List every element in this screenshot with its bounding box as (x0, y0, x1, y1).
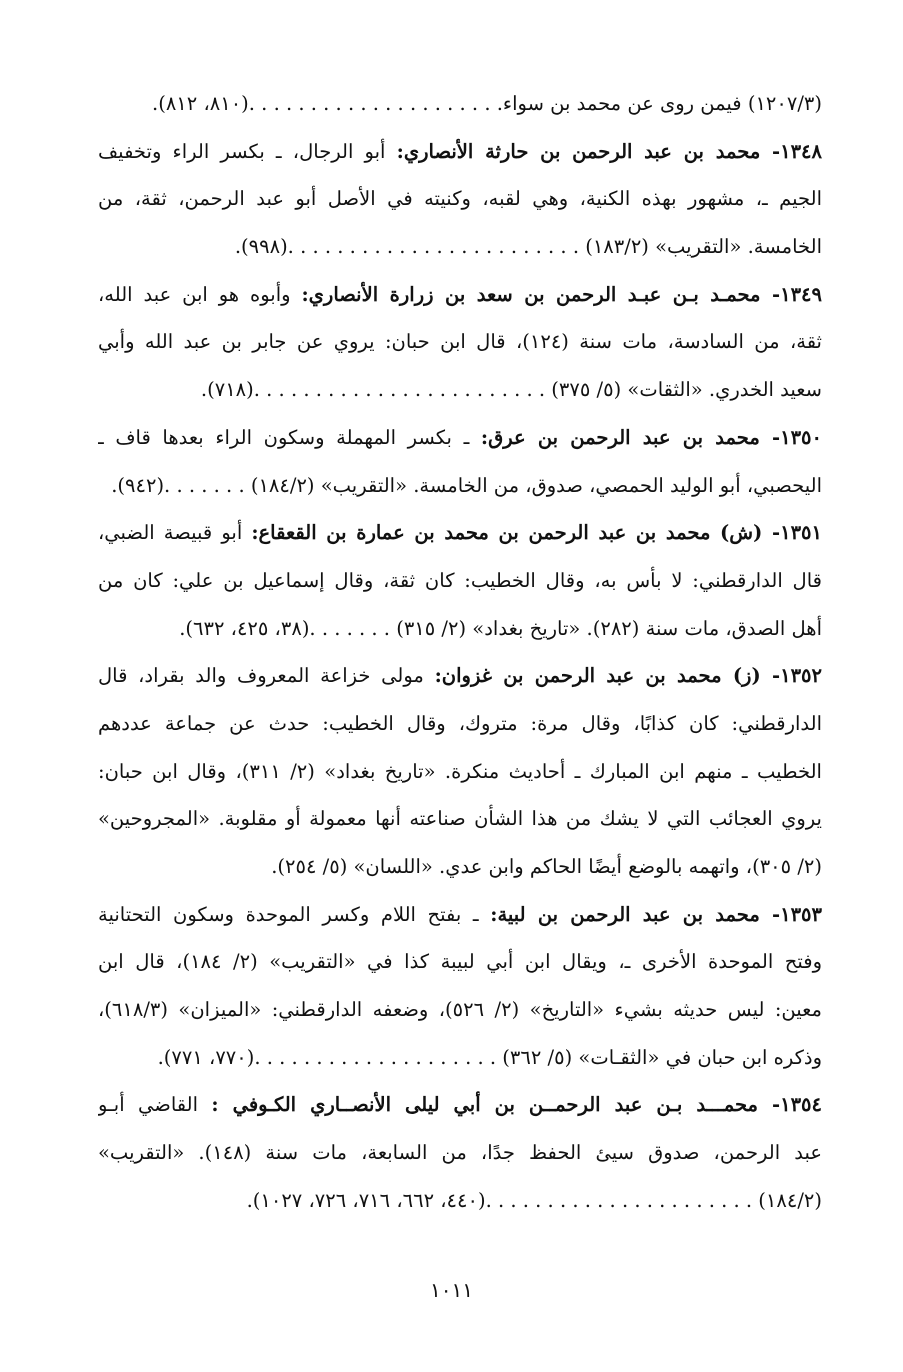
page-body (98, 80, 822, 1340)
entry-heading: ١٣٤٨- محمد بن عبد الرحمن بن حارثة الأنصاري: (396, 139, 822, 163)
entry-first-line (98, 414, 822, 462)
entry-first-line (98, 128, 822, 176)
text-line: (٢/ ٣٠٥)، واتهمه بالوضع أيضًا الحاكم وابن عدي. «اللسان» (٥/ ٢٥٤). (271, 855, 822, 878)
entry-text: أبو الرجال، ـ بكسر الراء وتخفيف (98, 139, 386, 163)
entry-heading: ١٣٤٩- محمـد بـن عبـد الرحمن بن سعد بن زرارة الأنصاري: (301, 282, 822, 306)
text-line: وذكره ابن حبان في «الثقـات» (٥/ ٣٦٢) . . . . . . . . . . . . . . . . . . . .(٧٧٠، ٧٧١). (157, 1045, 822, 1069)
entry-first-line (98, 1081, 822, 1129)
entry-first-line (98, 652, 822, 700)
entry-text: ـ بكسر المهملة وسكون الراء بعدها قاف ـ (98, 425, 470, 449)
entry-heading: ١٣٥٤- محمـــد بـن عبد الرحمــن بن أبي ليلى الأنصــاري الكـوفي : (211, 1093, 822, 1117)
entry-text: القاضي أبـو (98, 1093, 199, 1117)
entry-1350 (98, 414, 822, 509)
text-line: وفتح الموحدة الأخرى ـ، ويقال ابن أبي لبيبة كذا في «التقريب» (٢/ ١٨٤)، قال ابن (98, 950, 822, 974)
entry-text: أبو قبيصة الضبي، (98, 521, 243, 545)
text-line: اليحصبي، أبو الوليد الحمصي، صدوق، من الخامسة. «التقريب» (١٨٤/٢) . . . . . . .(٩٤٢). (111, 473, 822, 497)
text-line: يروي العجائب التي لا يشك من هذا الشأن صناعته أنها معمولة أو مقلوبة. «المجروحين» (98, 807, 822, 831)
entry-1348 (98, 128, 822, 271)
text-line: الدارقطني: كان كذابًا، وقال مرة: متروك، وقال الخطيب: حدث عن جماعة عددهم (98, 711, 822, 735)
entry-1352 (98, 652, 822, 890)
entry-1353 (98, 891, 822, 1082)
text-line: سعيد الخدري. «الثقات» (٥/ ٣٧٥) . . . . . . . . . . . . . . . . . . . . . . . .(٧١٨). (200, 378, 822, 402)
entry-text: مولى خزاعة المعروف والد بقراد، قال (98, 664, 424, 688)
entry-text: ـ بفتح اللام وكسر الموحدة وسكون التحتانية (98, 902, 479, 926)
entry-1351 (98, 509, 822, 652)
text-line: معين: ليس حديثه بشيء «التاريخ» (٢/ ٥٢٦)، وضعفه الدارقطني: «الميزان» (٦١٨/٣)، (98, 998, 822, 1022)
entry-first-line (98, 271, 822, 319)
text-line: أهل الصدق، مات سنة (٢٨٢). «تاريخ بغداد» (٢/ ٣١٥) . . . . . . .(٣٨، ٤٢٥، ٦٣٢). (179, 616, 822, 640)
entry-text: وأبوه هو ابن عبد الله، (98, 282, 291, 306)
page-number: ١٠١١ (430, 1278, 473, 1302)
entry-1349 (98, 271, 822, 414)
text-line: عبد الرحمن، صدوق سيئ الحفظ جدًا، من السابعة، مات سنة (١٤٨). «التقريب» (98, 1141, 822, 1165)
entry-heading: ١٣٥٣- محمد بن عبد الرحمن بن لبية: (490, 902, 822, 926)
carry-over-entry (98, 80, 822, 128)
text-line: (١٨٤/٢) . . . . . . . . . . . . . . . . . . . . . .(٤٤٠، ٦٦٢، ٧١٦، ٧٢٦، ١٠٢٧). (246, 1188, 822, 1212)
text-line: الجيم ـ، مشهور بهذه الكنية، وهي لقبه، وكنيته في الأصل أبو عبد الرحمن، ثقة، من (98, 187, 822, 211)
text-line: (١٢٠٧/٣) فيمن روى عن محمد بن سواء. . . . . . . . . . . . . . . . . . . . .(٨١٠، ٨١٢). (152, 92, 822, 115)
entry-heading: ١٣٥١- (ش) محمد بن عبد الرحمن بن محمد بن عمارة بن القعقاع: (251, 521, 822, 545)
entry-1354 (98, 1081, 822, 1224)
text-line: الخطيب ـ منهم ابن المبارك ـ أحاديث منكرة. «تاريخ بغداد» (٢/ ٣١١)، وقال ابن حبان: (98, 759, 822, 783)
entry-heading: ١٣٥٠- محمد بن عبد الرحمن بن عرق: (480, 425, 822, 449)
entry-heading: ١٣٥٢- (ز) محمد بن عبد الرحمن بن غزوان: (434, 664, 822, 688)
entry-first-line (98, 509, 822, 557)
entry-first-line (98, 891, 822, 939)
text-line: الخامسة. «التقريب» (١٨٣/٢) . . . . . . . . . . . . . . . . . . . . . . . .(٩٩٨). (234, 235, 822, 259)
text-line: ثقة، من السادسة، مات سنة (١٢٤)، قال ابن حبان: يروي عن جابر بن عبد الله وأبي (98, 330, 822, 354)
text-line: قال الدارقطني: لا بأس به، وقال الخطيب: كان ثقة، وقال إسماعيل بن علي: كان من (98, 568, 822, 592)
